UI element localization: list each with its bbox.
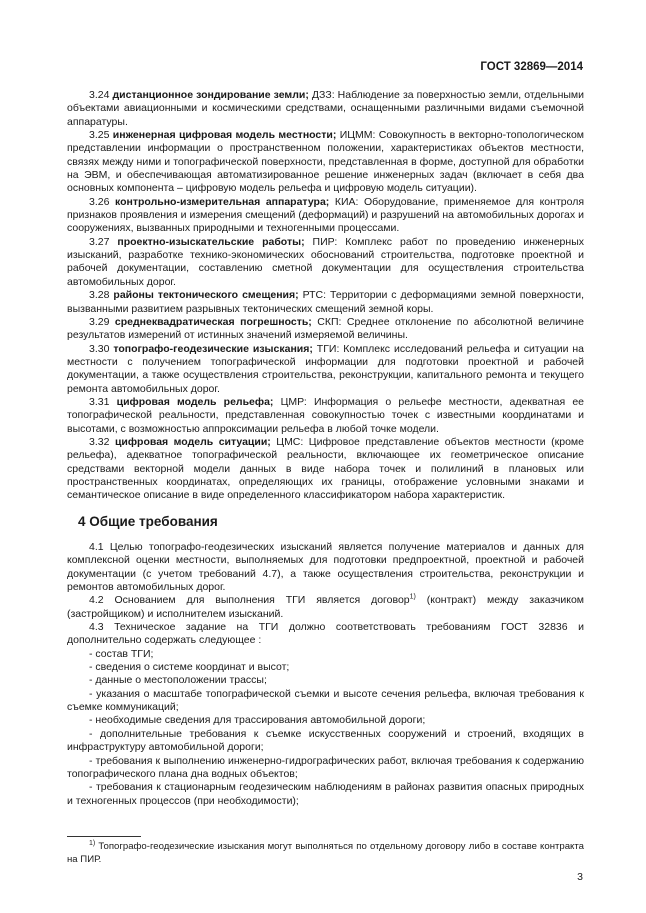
list-item: - требования к выполнению инженерно-гидрографических работ, включая требования к содержанию топографического плана дна водных объектов; [67,754,584,780]
definition-term: цифровая модель рельефа; [116,395,274,408]
definition-number: 3.24 [89,89,110,101]
definition-3-28 [67,289,584,316]
definition-term: районы тектонического смещения; [113,289,299,302]
definition-text: ДЗЗ: Наблюдение за поверхностью земли, отдельными объектами авиационными и космическими средствами, оснащенными различными видами съемочной аппаратуры. [67,89,585,128]
definition-text: ПИР: Комплекс работ по проведению инженерных изысканий, разработке технико-экономических обоснований строительства, подготовке проектной и рабочей документации, составлению сметной документации для осуществления строительства автомобильных дорог. [67,235,584,288]
definition-number: 3.32 [89,435,110,448]
definition-text: РТС: Территории с деформациями земной поверхности, вызванными развитием разрывных тектонических смещений земной коры. [67,289,584,315]
definition-text: ЦМС: Цифровое представление объектов местности (кроме рельефа), адекватное топографической реальности, включающее их геометрическое описание средствами векторной модели данных в виде набора точек и полилиний в плановых или пространственных координатах, определяющих их границы, отображение условными знаками и семантическое описание в виде определенного классификатором набора характеристик. [67,435,584,502]
footnote-text: Топографо-геодезические изыскания могут выполняться по отдельному договору либо в составе контракта на ПИР. [67,841,584,865]
definition-number: 3.31 [89,395,110,408]
definitions-list [67,89,584,503]
definition-term: инженерная цифровая модель местности; [112,129,337,142]
definition-number: 3.25 [89,129,110,142]
section-heading: 4 Общие требования [78,513,218,529]
paragraph-4-2-text: 4.2 Основанием для выполнения ТГИ является договор [89,594,410,607]
list-item: - сведения о системе координат и высот; [89,661,290,674]
definition-3-31 [67,396,584,436]
definition-term: топографо-геодезические изыскания; [113,342,313,355]
definition-text: ЦМР: Информация о рельефе местности, адекватная ее топографической реальности, представленная совокупностью точек с известными координатами и высотами, с возможностью аппроксимации рельефа в любой точке модели. [67,395,585,435]
definition-number: 3.26 [89,195,110,208]
list-item: - состав ТГИ; [89,647,154,660]
list-item: - требования к стационарным геодезическим наблюдениям в районах развития опасных природных и техногенных процессов (при необходимости); [67,781,584,807]
paragraph-4-2 [67,594,584,621]
definition-3-30 [67,343,584,396]
definition-3-27 [67,236,584,289]
paragraph-4-1: 4.1 Целью топографо-геодезических изысканий является получение материалов и данных для комплексной оценки местности, выполняемых для подготовки предпроектной, проектной и рабочей документации (с учетом требований 4.7), а также осуществления строительства, реконструкции и ремонтов автомобильных дорог. [67,541,584,594]
definition-3-32 [67,436,584,503]
definition-number: 3.28 [89,289,110,302]
definition-number: 3.30 [89,342,110,355]
list-item: - необходимые сведения для трассирования автомобильной дороги; [89,714,426,727]
definition-3-26 [67,196,584,236]
list-item: - дополнительные требования к съемке искусственных сооружений и строений, входящих в инфраструктуру автомобильной дороги; [67,727,584,754]
definition-term: контрольно-измерительная аппаратура; [115,195,330,208]
definition-text: КИА: Оборудование, применяемое для контроля признаков проявления и измерения смещений (деформаций) и разрушений на автомобильных дорогах и сооружениях, вызванных природными и техногенными процессами. [67,195,585,235]
footnote [67,840,584,866]
definition-number: 3.27 [89,235,110,248]
definition-text: ИЦММ: Совокупность в векторно-топологическом представлении информации о пространственном положении, характеристиках объектов местности, связях между ними и топографической поверхности, представленная в форме, доступной для обработки на ЭВМ, и обеспечивающая автоматизированное решение инженерных задач (включает в себя два основных компонента – цифровую модель рельефа и цифровую модель ситуации). [67,129,584,195]
page-number: 3 [577,871,583,883]
definition-text: ТГИ: Комплекс исследований рельефа и ситуации на местности с получением топографической информации для подготовки проектной и рабочей документации, а также осуществления строительства, реконструкции, капитального ремонта и текущего ремонта автомобильных дорог. [67,342,585,395]
definition-term: дистанционное зондирование земли; [112,89,309,101]
definition-number: 3.29 [89,315,110,328]
document-header: ГОСТ 32869—2014 [480,61,583,73]
definition-term: цифровая модель ситуации; [114,435,271,448]
footnote-mark: 1) [89,839,96,847]
definition-term: среднеквадратическая погрешность; [114,315,312,328]
requirements-list [67,648,584,808]
paragraph-4-3: 4.3 Техническое задание на ТГИ должно соответствовать требованиям ГОСТ 32836 и дополнительно содержать следующее : [67,621,584,647]
definition-text: СКП: Среднее отклонение по абсолютной величине результатов измерений от истинных значений измеряемой величины. [67,315,584,342]
footnote-divider [67,836,141,837]
list-item: - указания о масштабе топографической съемки и высоте сечения рельефа, включая требования к съемке коммуникаций; [67,687,584,714]
definition-term: проектно-изыскательские работы; [117,235,305,248]
definition-3-24 [67,89,584,129]
footnote-ref: 1) [409,593,416,601]
definition-3-29 [67,316,584,343]
paragraph-4-2-text-rest: (контракт) между заказчиком (застройщиком) и исполнителем изысканий. [67,594,585,620]
definition-3-25 [67,129,584,196]
document-body [67,89,584,808]
list-item: - данные о местоположении трассы; [89,674,267,687]
